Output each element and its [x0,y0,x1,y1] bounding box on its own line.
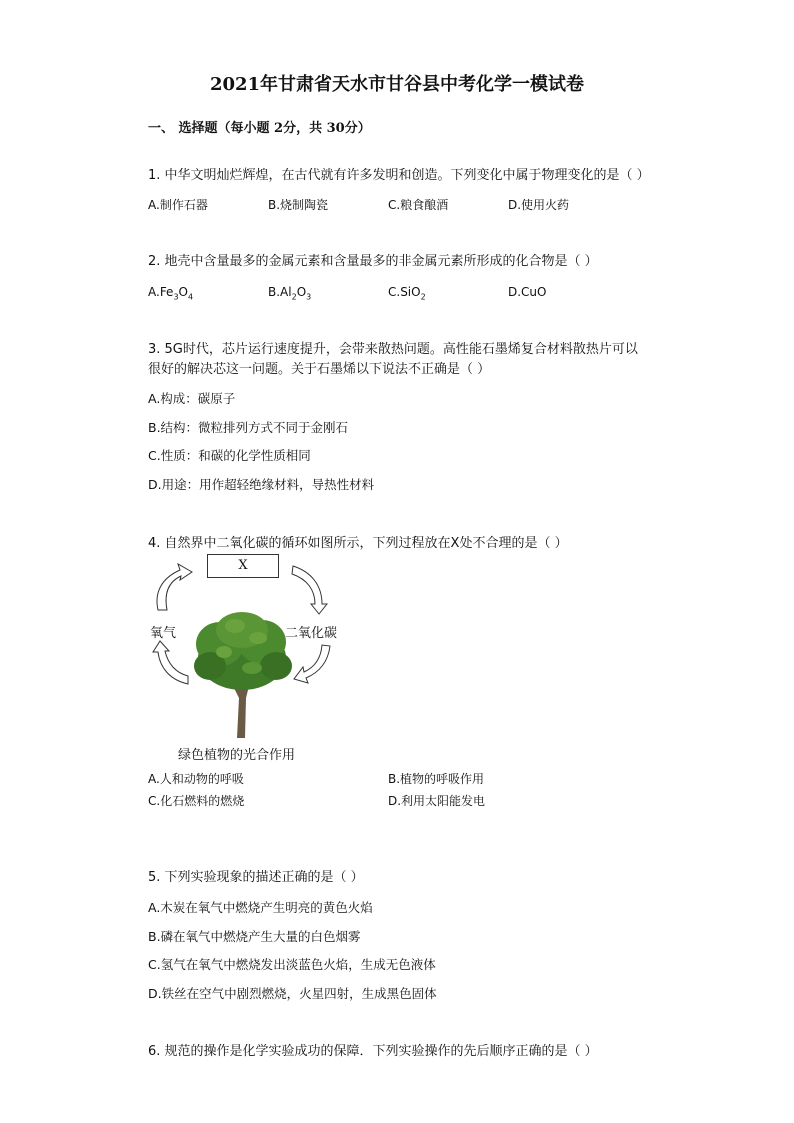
option-b: $B.Al_2O_3$ [268,285,312,302]
cycle-arrow-icon [292,566,327,614]
tree-icon [194,612,292,738]
question-4-text: 4. 自然界中二氧化碳的循环如图所示，下列过程放在X处不合理的是（ ） [148,536,568,551]
option-c: C.氢气在氧气中燃烧发出淡蓝色火焰，生成无色液体 [148,957,436,972]
cycle-arrow-icon [157,564,192,610]
figure-caption: 绿色植物的光合作用 [178,748,296,763]
option-a: A.制作石器 [148,198,208,212]
question-3-line-2: 很好的解决芯这一问题。关于石墨烯以下说法不正确是（ ） [148,362,491,377]
option-b: B.烧制陶瓷 [268,198,329,212]
option-d: D.铁丝在空气中剧烈燃烧，火星四射，生成黑色固体 [148,986,437,1001]
carbon-cycle-figure [140,548,380,768]
figure-label-oxygen: 氧气 [150,626,177,641]
question-5 [148,868,364,888]
figure-label-co2: 二氧化碳 [285,626,338,641]
option-c: C.粮食酿酒 [388,198,449,212]
section-heading: 一、 选择题（每小题 2分，共 30分） [148,121,371,136]
option-a: A.构成：碳原子 [148,391,236,406]
question-1 [148,166,650,186]
question-3 [148,340,638,380]
figure-x-box: X [207,554,279,578]
option-b: B.结构：微粒排列方式不同于金刚石 [148,420,349,435]
option-d: D.CuO [508,285,547,299]
option-a: A.人和动物的呼吸 [148,772,244,786]
question-6-text: 6. 规范的操作是化学实验成功的保障．下列实验操作的先后顺序正确的是（ ） [148,1044,598,1059]
option-d: D.用途：用作超轻绝缘材料，导热性材料 [148,477,375,492]
question-2 [148,252,598,272]
question-3-line-1: 3. 5G时代，芯片运行速度提升，会带来散热问题。高性能石墨烯复合材料散热片可以 [148,342,638,357]
option-c: C.SiO$_2$ [388,285,426,302]
question-1-text: 1. 中华文明灿烂辉煌，在古代就有许多发明和创造。下列变化中属于物理变化的是（ ） [148,168,650,183]
option-a: A.木炭在氧气中燃烧产生明亮的黄色火焰 [148,900,373,915]
question-6 [148,1042,598,1062]
page-title: 2021年甘肃省天水市甘谷县中考化学一模试卷 [209,74,585,95]
option-d: D.利用太阳能发电 [388,794,486,808]
option-c: C.性质：和碳的化学性质相同 [148,448,311,463]
option-b: B.植物的呼吸作用 [388,772,485,786]
option-c: C.化石燃料的燃烧 [148,794,245,808]
cycle-arrow-icon [153,641,188,684]
option-b: B.磷在氧气中燃烧产生大量的白色烟雾 [148,929,361,944]
option-d: D.使用火药 [508,198,570,212]
option-a: $A.Fe_3O_4$ [148,285,194,302]
question-5-text: 5. 下列实验现象的描述正确的是（ ） [148,870,364,885]
cycle-arrow-icon [294,645,330,683]
question-2-text: 2. 地壳中含量最多的金属元素和含量最多的非金属元素所形成的化合物是（ ） [148,254,598,269]
